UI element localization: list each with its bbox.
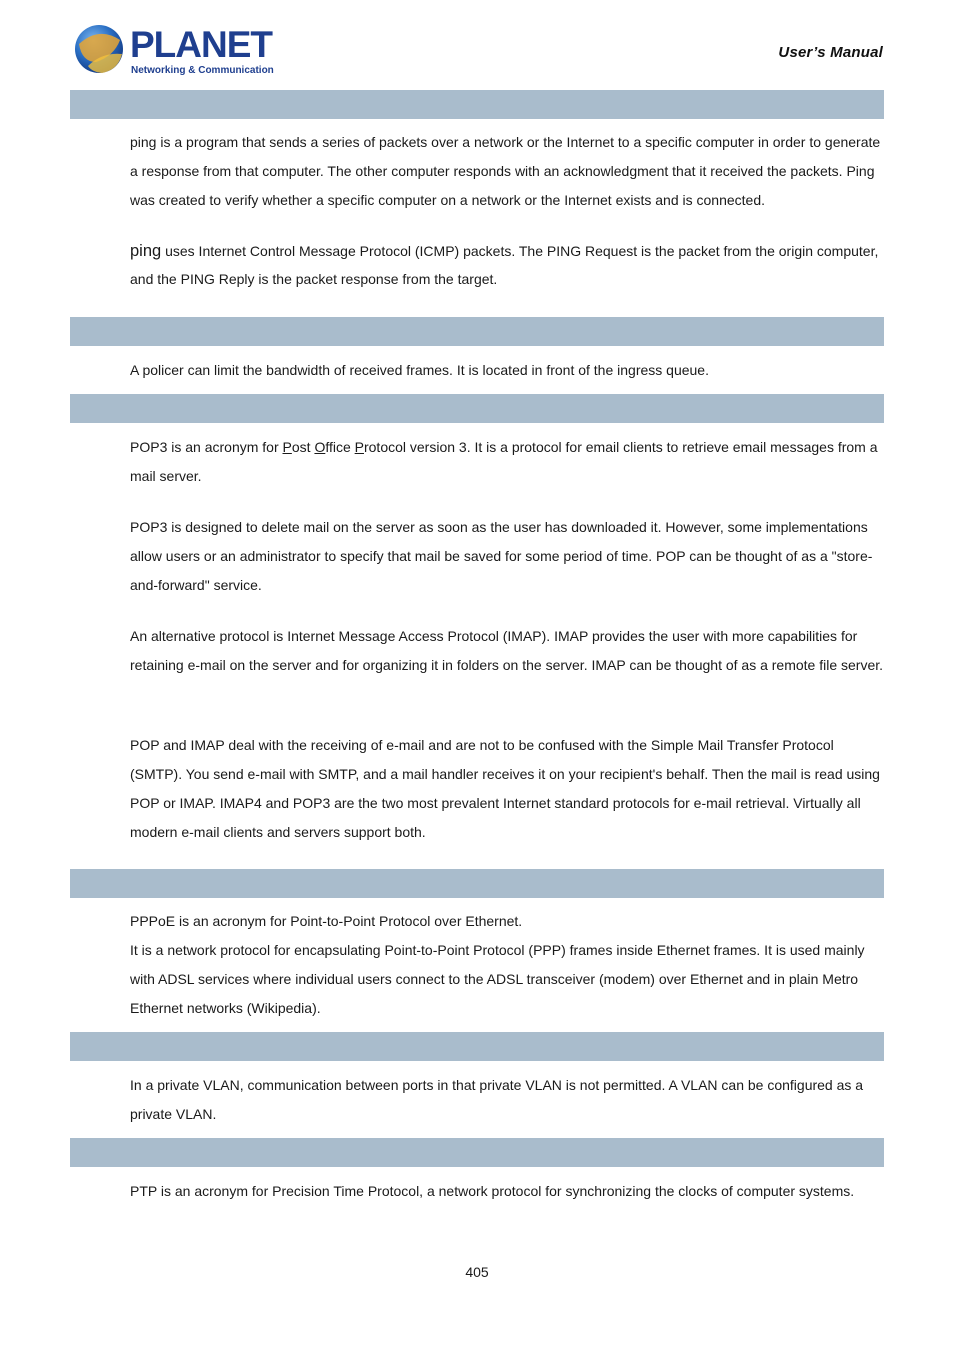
- pop3-text-a: POP3 is an acronym for: [130, 439, 283, 455]
- pop3-letter-p2: P: [354, 439, 364, 455]
- page-number: 405: [465, 1264, 489, 1280]
- pppoe-paragraph-1: PPPoE is an acronym for Point-to-Point Protocol over Ethernet.: [130, 913, 523, 929]
- section-bar-ping: [70, 90, 884, 119]
- policer-paragraph: A policer can limit the bandwidth of received frames. It is located in front of the ingress queue.: [130, 362, 709, 378]
- ping-paragraph-2-text: uses Internet Control Message Protocol (ICMP) packets. The PING Request is the packet from the origin computer, and the PING Reply is the packet response from the target.: [130, 243, 879, 287]
- logo-wordmark: PLANET: [130, 24, 272, 65]
- section-bar-policer: [70, 317, 884, 346]
- pop3-paragraph-4: POP and IMAP deal with the receiving of e-mail and are not to be confused with the Simple Mail Transfer Protocol (SMTP). You send e-mail with SMTP, and a mail handler receives it on your recipient's behalf. Then the mail is read using POP or IMAP. IMAP4 and POP3 are the two most prevalent Internet standard protocols for e-mail retrieval. Virtually all modern e-mail clients and servers support both.: [130, 737, 880, 840]
- ptp-paragraph: PTP is an acronym for Precision Time Protocol, a network protocol for synchronizing the clocks of computer systems.: [130, 1183, 855, 1199]
- globe-logo-icon: [74, 22, 274, 78]
- manual-title: User’s Manual: [778, 44, 883, 61]
- section-bar-ptp: [70, 1138, 884, 1167]
- ping-paragraph-2: [130, 237, 886, 293]
- planet-logo: [74, 22, 274, 78]
- pop3-paragraph-3: An alternative protocol is Internet Message Access Protocol (IMAP). IMAP provides the user with more capabilities for retaining e-mail on the server and for organizing it in folders on the server. IMAP can be thought of as a remote file server.: [130, 628, 884, 673]
- pppoe-paragraph-2: It is a network protocol for encapsulating Point-to-Point Protocol (PPP) frames inside Ethernet frames. It is used mainly with ADSL services where individual users connect to the ADSL transceiver (modem) over Ethernet and in plain Metro Ethernet networks (Wikipedia).: [130, 942, 865, 1016]
- section-bar-pop3: [70, 394, 884, 423]
- private-vlan-paragraph: In a private VLAN, communication between ports in that private VLAN is not permitted. A VLAN can be configured as a private VLAN.: [130, 1077, 864, 1122]
- pop3-letter-o: O: [314, 439, 326, 455]
- pop3-paragraph-2: POP3 is designed to delete mail on the server as soon as the user has downloaded it. However, some implementations allow users or an administrator to specify that mail be saved for some period of time. POP can be thought of as a "store-and-forward" service.: [130, 519, 873, 593]
- section-bar-pppoe: [70, 869, 884, 898]
- pop3-text-c: ffice: [325, 439, 355, 455]
- pop3-letter-p: P: [282, 439, 292, 455]
- ping-paragraph-1: ping is a program that sends a series of packets over a network or the Internet to a specific computer in order to generate a response from that computer. The other computer responds with an acknowledgment that it received the packets. Ping was created to verify whether a specific computer on a network or the Internet exists and is connected.: [130, 134, 881, 208]
- ping-term: ping: [130, 242, 162, 260]
- pop3-text-d: rotocol version 3. It is a protocol for email clients to retrieve email messages from a mail server.: [130, 439, 878, 484]
- logo-tagline: Networking & Communication: [131, 65, 274, 76]
- pop3-text-b: ost: [291, 439, 315, 455]
- section-bar-private-vlan: [70, 1032, 884, 1061]
- pop3-paragraph-1: [130, 433, 886, 491]
